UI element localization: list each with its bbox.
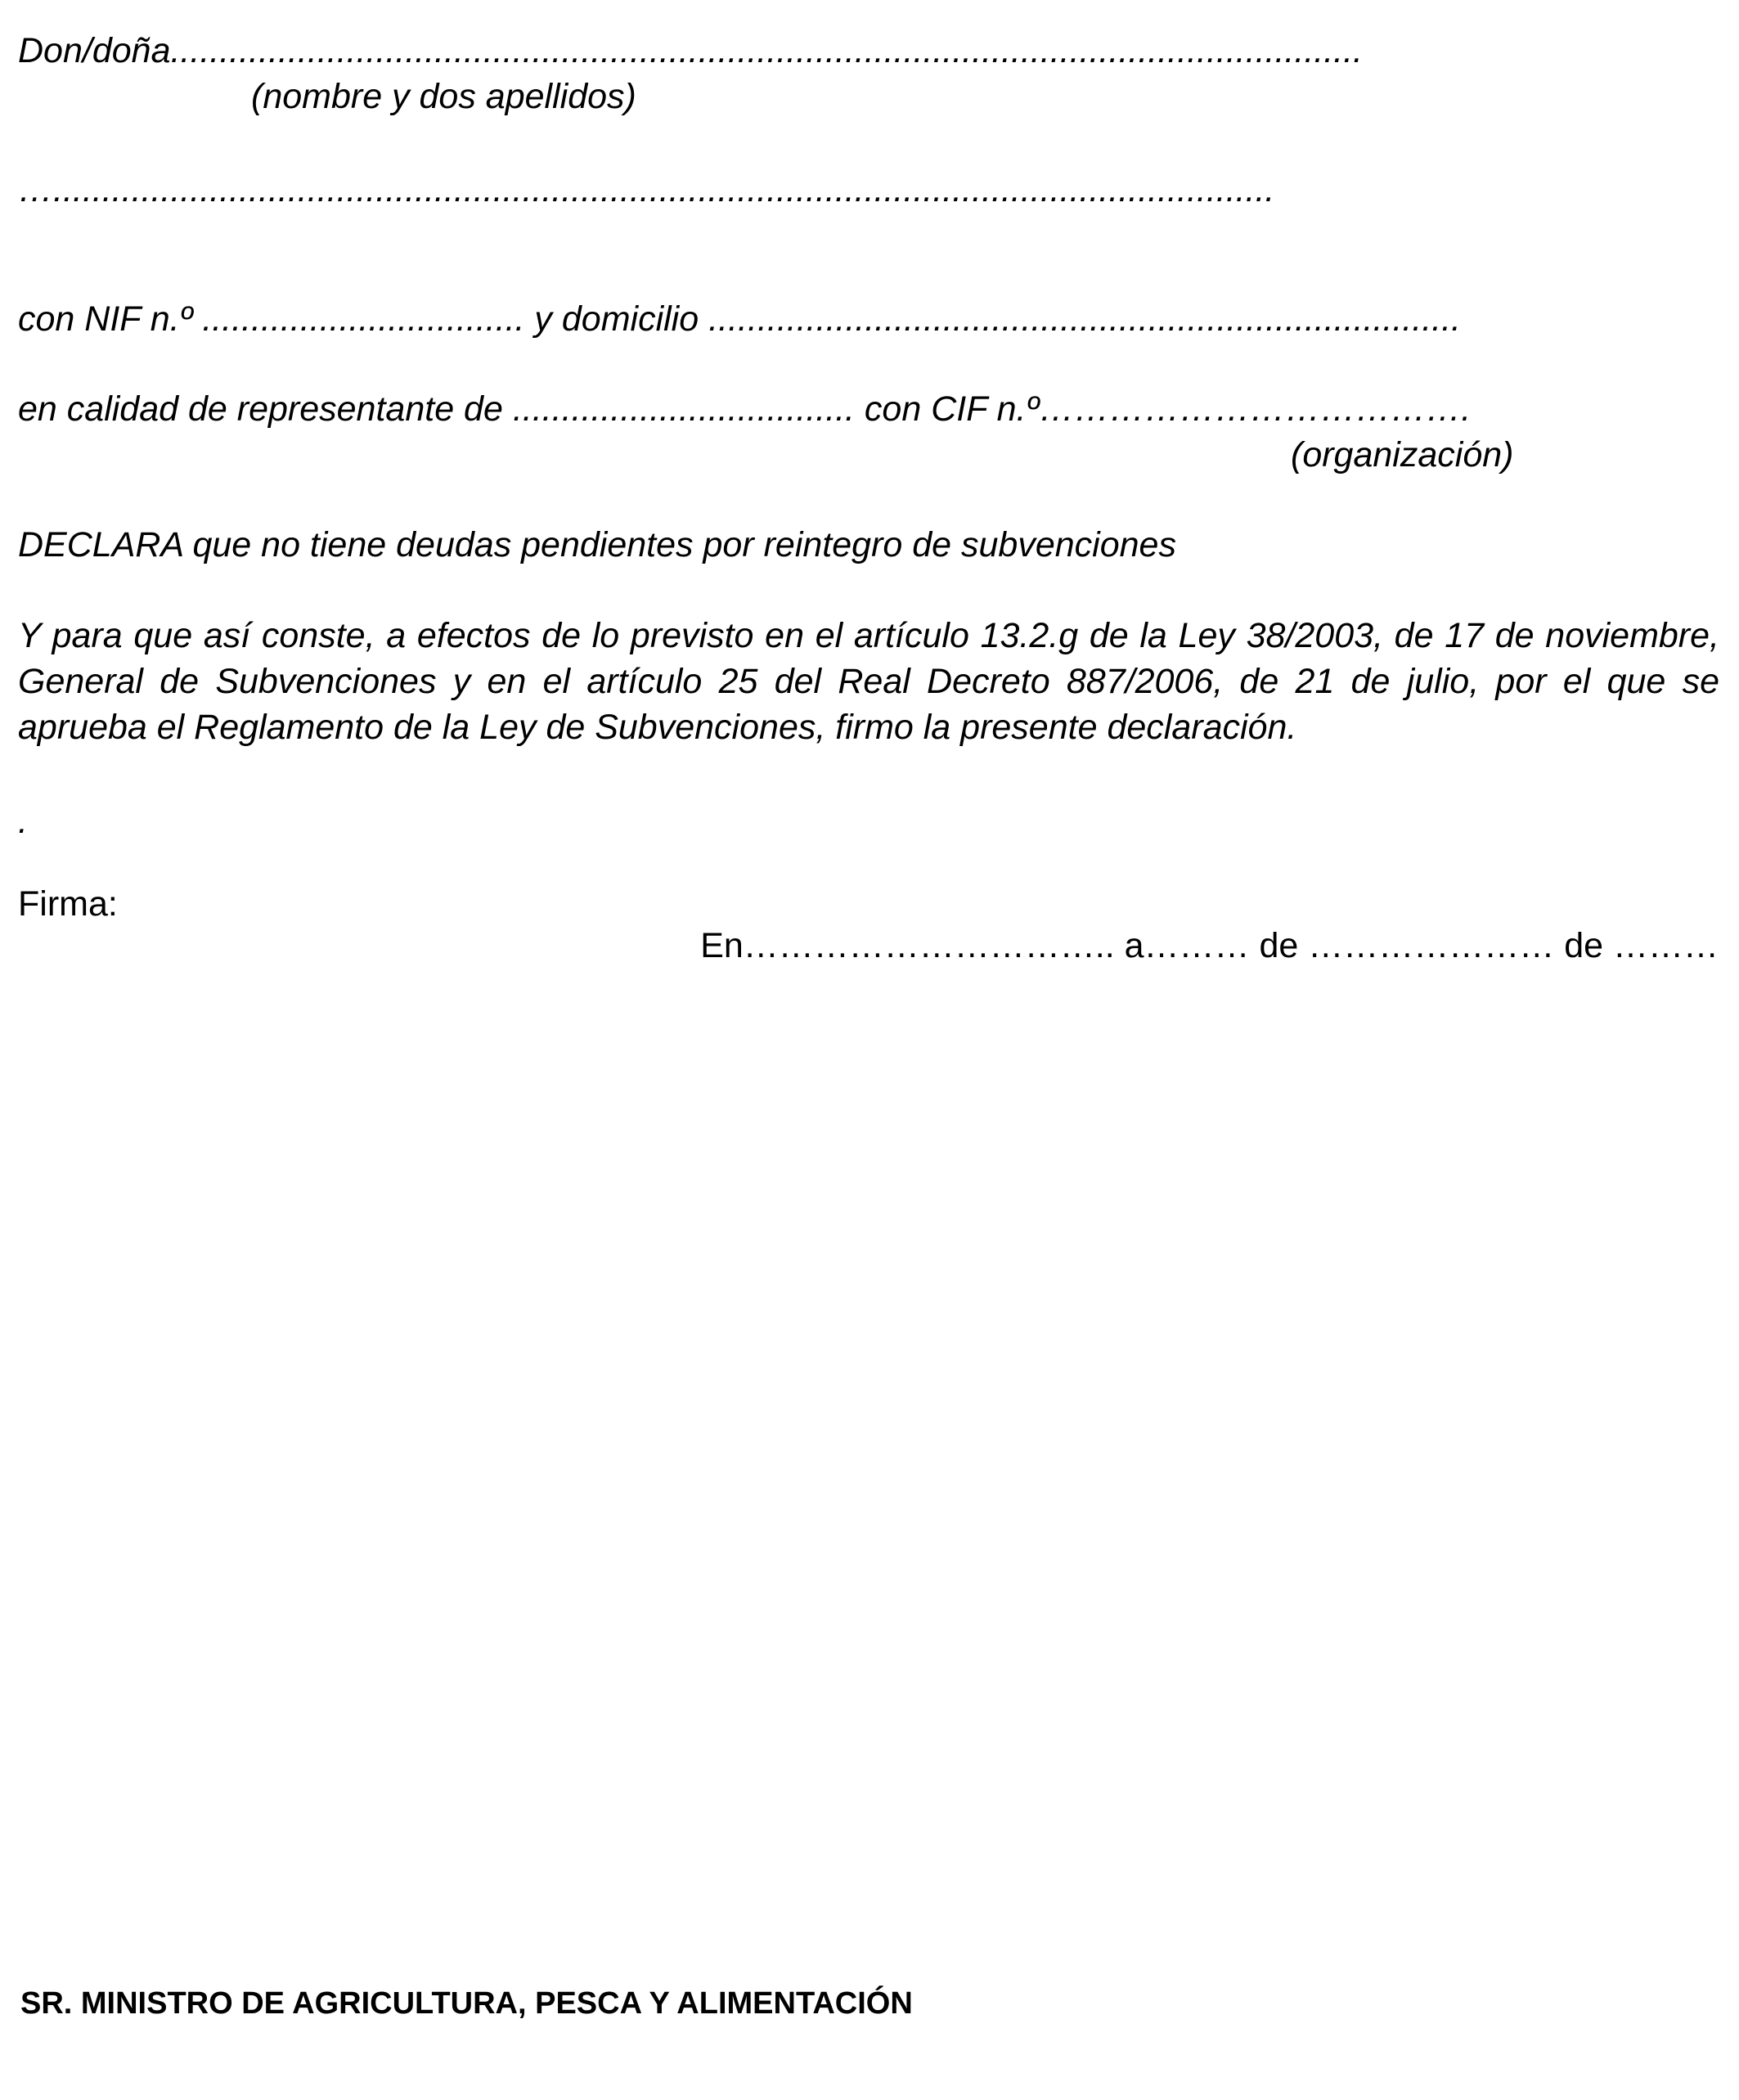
signature-label: Firma: bbox=[18, 884, 118, 924]
declaration-statement: DECLARA que no tiene deudas pendientes por reintegro de subvenciones bbox=[18, 525, 1176, 564]
nif-address-line: con NIF n.º ................................. y domicilio ............................................................................. bbox=[18, 299, 1461, 339]
organization-hint: (organización) bbox=[1291, 435, 1514, 474]
name-field-line: Don/doña.......................................................................................................................... bbox=[18, 31, 1363, 70]
representative-line: en calidad de representante de ................................... con CIF n.º………………………………. bbox=[18, 389, 1472, 429]
place-date-line: En………………………….. a……… de ………………… de ……… bbox=[700, 926, 1719, 965]
addressee-footer: SR. MINISTRO DE AGRICULTURA, PESCA Y ALIMENTACIÓN bbox=[20, 1986, 913, 2021]
continuation-field-line: …............................................................................................................................. bbox=[18, 170, 1275, 209]
legal-paragraph: Y para que así conste, a efectos de lo previsto en el artículo 13.2.g de la Ley 38/2003, de 17 de noviembre, General de Subvenciones y en el artículo 25 del Real Decreto 887/2006, de 21 de julio, por el que se aprueba el Reglamento de la Ley de Subvenciones, firmo la presente declaración. bbox=[18, 616, 1719, 747]
name-field-hint: (nombre y dos apellidos) bbox=[251, 77, 636, 116]
stray-mark: . bbox=[18, 802, 28, 841]
